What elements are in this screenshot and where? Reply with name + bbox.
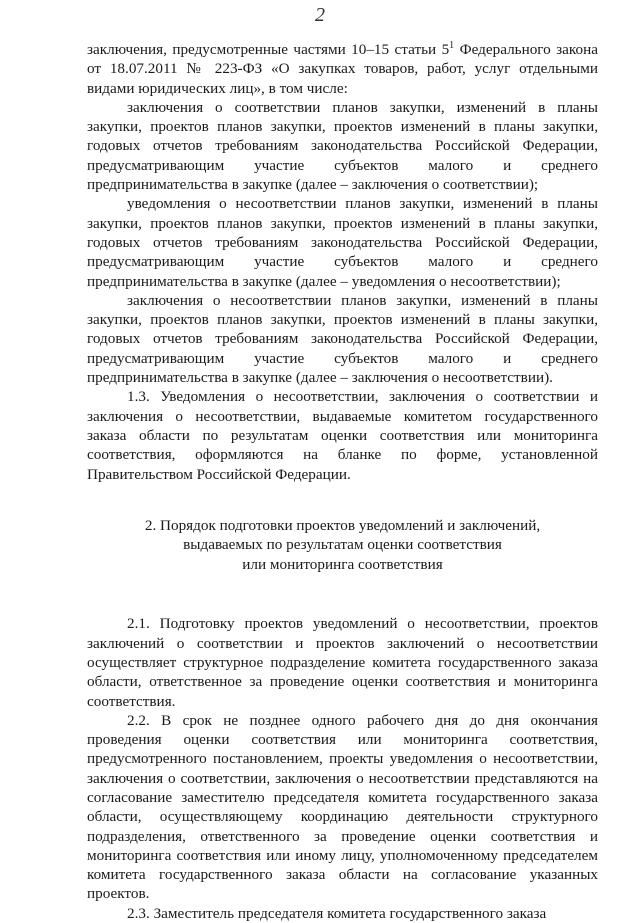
paragraph-intro-end: Федерального закона от 18.07.2011 № 223-ФЗ «О закупках товаров, работ, услуг отдельными видами юридических лиц», в том числе: — [87, 41, 598, 97]
paragraph-conformity-conclusions: заключения о соответствии планов закупки, изменений в планы закупки, проектов планов закупки, проектов изменений в планы закупки, годовых отчетов требованиям законодательства Российской Федерации, предусматривающим участие субъектов малого и среднего предпринимательства в закупке (далее – заключения о соответствии); — [87, 98, 598, 194]
paragraph-2-1: 2.1. Подготовку проектов уведомлений о несоответствии, проектов заключений о соответствии и проектов заключений о несоответствии осуществляет структурное подразделение комитета государственного заказа области, ответственное за проведение оценки соответствия и мониторинга соответствия. — [87, 615, 598, 710]
section-2-heading-line-2: выдаваемых по результатам оценки соответствия — [183, 536, 502, 554]
superscript-article: 1 — [449, 39, 455, 51]
paragraph-nonconformity-notices: уведомления о несоответствии планов закупки, изменений в планы закупки, проектов планов закупки, проектов изменений в планы закупки, годовых отчетов требованиям законодательства Российской Федерации, предусматривающим участие субъектов малого и среднего предпринимательства в закупке (далее – уведомления о несоответствии); — [87, 195, 598, 290]
section-2-heading-line-1: 2. Порядок подготовки проектов уведомлений и заключений, — [144, 516, 541, 534]
page-number: 2 — [315, 4, 325, 26]
paragraph-nonconformity-conclusions: заключения о несоответствии планов закупки, изменений в планы закупки, проектов планов закупки, проектов изменений в планы закупки, годовых отчетов требованиям законодательства Российской Федерации, предусматривающим участие субъектов малого и среднего предпринимательства в закупке (далее – заключения о несоответствии). — [87, 291, 598, 387]
paragraph-1-3: 1.3. Уведомления о несоответствии, заключения о соответствии и заключения о несоответствии, выдаваемые комитетом государственного заказа области по результатам оценки соответствия или мониторинга соответствия, оформляются на бланке по форме, установленной Правительством Российской Федерации. — [87, 388, 598, 483]
section-2-heading-line-3: или мониторинга соответствия — [242, 555, 443, 573]
paragraph-2-3: 2.3. Заместитель председателя комитета государственного заказа — [127, 904, 547, 922]
document-body — [87, 40, 598, 923]
paragraph-intro — [87, 40, 598, 98]
section-2-heading — [87, 516, 598, 575]
paragraph-intro-start: заключения, предусмотренные частями 10–15 статьи 5 — [87, 41, 450, 58]
paragraph-2-2: 2.2. В срок не позднее одного рабочего дня до дня окончания проведения оценки соответствия или мониторинга соответствия, предусмотренного постановлением, проекты уведомления о несоответствии, заключения о соответствии, заключения о несоответствии представляются на согласование заместителю председателя комитета государственного заказа области, осуществляющему координацию деятельности структурного подразделения, ответственного за проведение оценки соответствия и мониторинга соответствия или иному лицу, уполномоченному председателем комитета государственного заказа области на согласование указанных проектов. — [87, 711, 598, 903]
